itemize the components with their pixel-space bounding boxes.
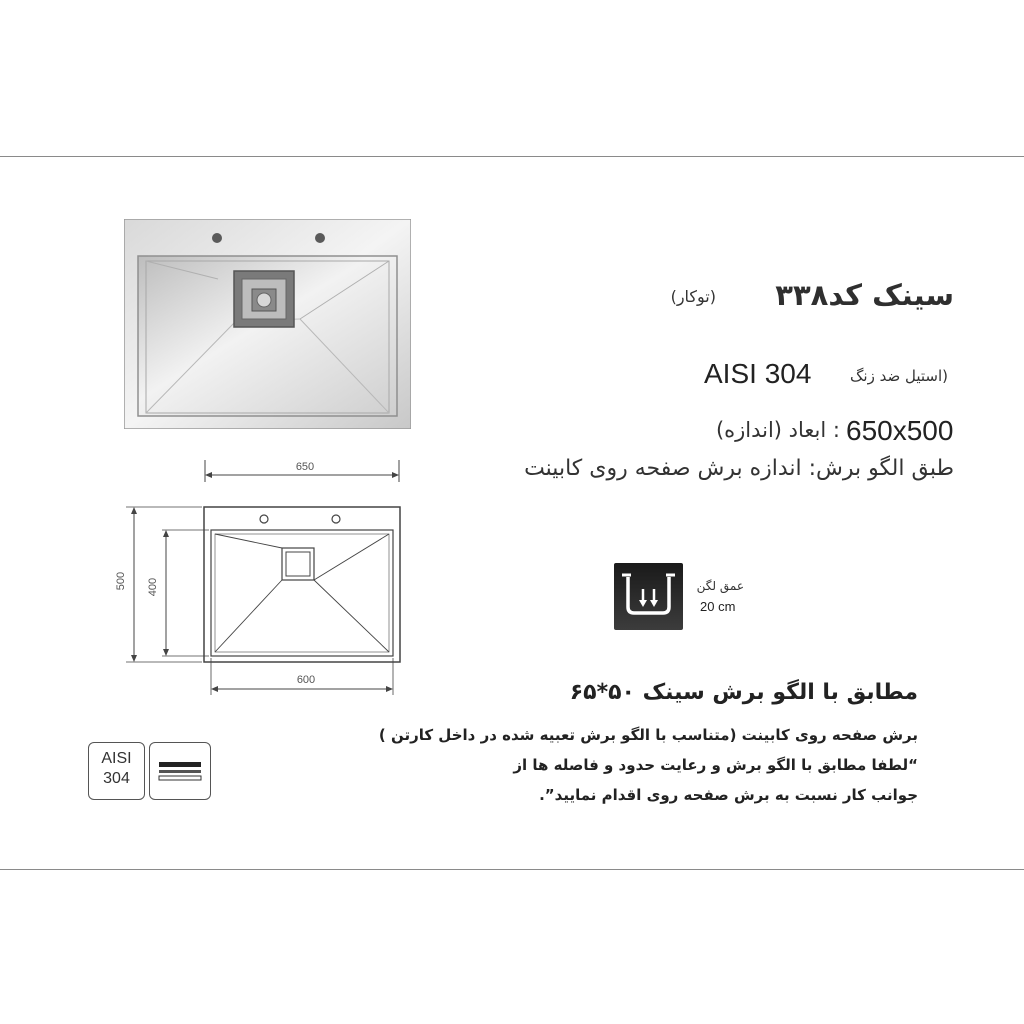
dim-height-inner: 400 bbox=[147, 577, 159, 597]
faucet-hole bbox=[315, 233, 325, 243]
template-line-3: جوانب کار نسبت به برش صفحه روی اقدام نمایید”. bbox=[539, 786, 918, 804]
steel-thickness-badge bbox=[149, 742, 211, 800]
dim-width-inner: 600 bbox=[296, 674, 316, 686]
top-divider bbox=[0, 156, 1024, 157]
dimensions-label: : ابعاد (اندازه) bbox=[715, 418, 840, 442]
bottom-divider bbox=[0, 869, 1024, 870]
dimensions-value: 650x500 bbox=[846, 415, 954, 446]
faucet-hole bbox=[212, 233, 222, 243]
material-code: AISI 304 bbox=[704, 358, 812, 389]
material-label: (استیل ضد زنگ bbox=[850, 367, 948, 385]
template-line-1: برش صفحه روی کابینت (متناسب با الگو برش تعبیه شده در داخل کارتن ) bbox=[378, 726, 918, 744]
cutout-note: طبق الگو برش: اندازه برش صفحه روی کابینت bbox=[524, 456, 954, 481]
drain-outline bbox=[282, 548, 314, 580]
aisi-badge bbox=[88, 742, 145, 800]
template-heading: مطابق با الگو برش سینک ۵۰*۶۵ bbox=[569, 680, 918, 705]
dim-width-outer: 650 bbox=[295, 461, 315, 473]
dim-height-outer: 500 bbox=[115, 571, 127, 591]
depth-label: عمق لگن bbox=[696, 579, 744, 593]
basin-depth-icon bbox=[614, 563, 683, 630]
product-title: سینک کد۳۳۸ bbox=[775, 278, 954, 312]
aisi-badge-line-1: AISI bbox=[101, 750, 132, 767]
sink-technical-drawing bbox=[110, 455, 410, 700]
template-line-2: “لطفا مطابق با الگو برش و رعایت حدود و فاصله ها از bbox=[513, 756, 918, 774]
mount-type: (توکار) bbox=[670, 287, 716, 306]
sink-photo bbox=[124, 219, 411, 429]
aisi-badge-line-2: 304 bbox=[103, 770, 130, 787]
depth-value: 20 cm bbox=[700, 599, 736, 614]
basin-outline bbox=[211, 530, 393, 656]
